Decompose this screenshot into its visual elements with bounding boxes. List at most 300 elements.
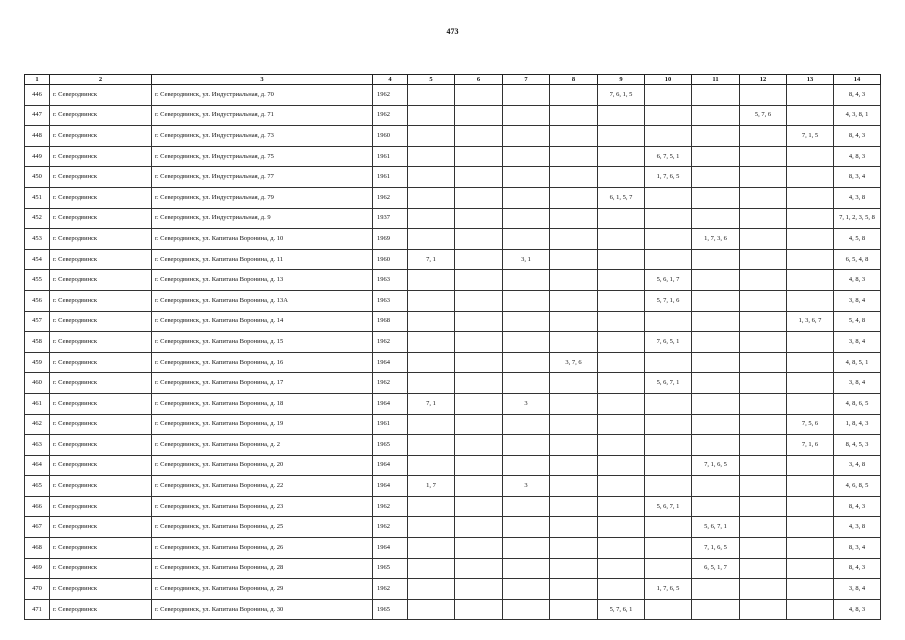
table-cell — [692, 290, 740, 311]
table-row — [25, 126, 881, 147]
table-cell: г. Северодвинск, ул. Капитана Воронина, д. 10 — [152, 229, 373, 250]
table-row — [25, 146, 881, 167]
table-cell — [408, 167, 455, 188]
table-cell: 5, 6, 7, 1 — [645, 496, 692, 517]
table-cell: 1960 — [373, 126, 408, 147]
table-cell — [740, 599, 787, 620]
table-cell: 8, 4, 5, 3 — [834, 435, 881, 456]
table-cell: 3, 8, 4 — [834, 373, 881, 394]
table-cell — [740, 558, 787, 579]
table-cell: г. Северодвинск — [50, 538, 152, 559]
table-cell — [598, 558, 645, 579]
table-cell: 5, 7, 1, 6 — [645, 290, 692, 311]
table-cell — [455, 249, 503, 270]
table-cell: 4, 5, 8 — [834, 229, 881, 250]
table-cell: 4, 8, 3 — [834, 270, 881, 291]
table-cell — [692, 393, 740, 414]
table-cell: г. Северодвинск — [50, 579, 152, 600]
table-cell: 4, 6, 8, 5 — [834, 476, 881, 497]
table-cell: 7, 6, 5, 1 — [645, 332, 692, 353]
table-cell — [550, 599, 598, 620]
table-cell — [692, 414, 740, 435]
table-cell — [740, 435, 787, 456]
table-cell — [740, 290, 787, 311]
column-header-12: 12 — [740, 75, 787, 85]
table-cell — [787, 249, 834, 270]
table-cell: г. Северодвинск, ул. Индустриальная, д. 71 — [152, 105, 373, 126]
table-cell — [503, 496, 550, 517]
table-cell: г. Северодвинск — [50, 558, 152, 579]
table-cell — [503, 538, 550, 559]
table-cell — [408, 105, 455, 126]
table-cell: 1963 — [373, 290, 408, 311]
table-cell: 463 — [25, 435, 50, 456]
table-cell: 7, 1, 5 — [787, 126, 834, 147]
table-cell — [598, 496, 645, 517]
table-cell — [455, 311, 503, 332]
table-cell — [455, 414, 503, 435]
table-cell — [692, 352, 740, 373]
table-cell: 5, 6, 7, 1 — [645, 373, 692, 394]
table-cell — [598, 414, 645, 435]
table-cell — [692, 187, 740, 208]
table-cell — [455, 579, 503, 600]
table-cell: г. Северодвинск, ул. Капитана Воронина, д. 20 — [152, 455, 373, 476]
table-cell — [408, 85, 455, 106]
table-cell: 1962 — [373, 105, 408, 126]
table-row — [25, 270, 881, 291]
table-cell — [550, 229, 598, 250]
table-cell — [408, 373, 455, 394]
table-cell — [598, 476, 645, 497]
table-cell: 7, 1, 2, 3, 5, 8 — [834, 208, 881, 229]
table-cell — [598, 373, 645, 394]
table-cell — [740, 476, 787, 497]
table-cell: 3, 7, 6 — [550, 352, 598, 373]
table-cell — [550, 393, 598, 414]
table-cell: г. Северодвинск — [50, 270, 152, 291]
table-cell — [455, 435, 503, 456]
table-cell — [787, 455, 834, 476]
column-header-4: 4 — [373, 75, 408, 85]
table-cell: г. Северодвинск, ул. Индустриальная, д. 70 — [152, 85, 373, 106]
table-cell — [787, 187, 834, 208]
table-cell — [503, 85, 550, 106]
table-cell: 1, 7, 6, 5 — [645, 167, 692, 188]
table-cell — [598, 517, 645, 538]
table-cell: 1937 — [373, 208, 408, 229]
table-cell — [455, 599, 503, 620]
table-cell: 1962 — [373, 332, 408, 353]
table-cell — [550, 208, 598, 229]
table-cell — [692, 85, 740, 106]
table-cell — [455, 208, 503, 229]
table-cell: 5, 4, 8 — [834, 311, 881, 332]
table-cell: 1965 — [373, 558, 408, 579]
table-cell — [455, 517, 503, 538]
table-cell — [598, 146, 645, 167]
table-cell — [503, 270, 550, 291]
table-cell — [787, 558, 834, 579]
table-cell: 447 — [25, 105, 50, 126]
table-cell: г. Северодвинск, ул. Капитана Воронина, д. 13 — [152, 270, 373, 291]
table-cell — [503, 105, 550, 126]
table-cell — [455, 496, 503, 517]
table-cell — [455, 187, 503, 208]
table-cell — [408, 332, 455, 353]
table-cell — [503, 332, 550, 353]
column-header-2: 2 — [50, 75, 152, 85]
table-cell: 469 — [25, 558, 50, 579]
table-row — [25, 455, 881, 476]
table-cell: г. Северодвинск, ул. Капитана Воронина, д. 2 — [152, 435, 373, 456]
table-cell — [455, 85, 503, 106]
table-cell — [598, 435, 645, 456]
table-cell — [740, 455, 787, 476]
table-cell — [503, 126, 550, 147]
table-cell — [740, 538, 787, 559]
table-cell — [645, 311, 692, 332]
table-cell — [787, 579, 834, 600]
table-cell — [645, 105, 692, 126]
table-cell — [550, 517, 598, 538]
table-cell: 1965 — [373, 599, 408, 620]
table-cell: 3 — [503, 393, 550, 414]
table-cell: 8, 4, 3 — [834, 126, 881, 147]
table-cell: 1964 — [373, 538, 408, 559]
column-header-6: 6 — [455, 75, 503, 85]
table-cell — [503, 517, 550, 538]
table-cell: г. Северодвинск, ул. Индустриальная, д. 9 — [152, 208, 373, 229]
table-cell — [503, 579, 550, 600]
table-cell: г. Северодвинск — [50, 455, 152, 476]
table-cell: г. Северодвинск, ул. Капитана Воронина, д. 11 — [152, 249, 373, 270]
table-cell — [598, 290, 645, 311]
table-cell: 1969 — [373, 229, 408, 250]
table-cell — [550, 455, 598, 476]
table-cell: г. Северодвинск, ул. Капитана Воронина, д. 16 — [152, 352, 373, 373]
table-cell — [740, 496, 787, 517]
table-cell — [740, 187, 787, 208]
table-cell: 1968 — [373, 311, 408, 332]
table-cell: 446 — [25, 85, 50, 106]
table-cell — [787, 208, 834, 229]
table-cell — [550, 496, 598, 517]
table-cell — [645, 435, 692, 456]
table-cell: 6, 7, 5, 1 — [645, 146, 692, 167]
table-cell: 1962 — [373, 496, 408, 517]
table-cell: 1, 8, 4, 3 — [834, 414, 881, 435]
table-cell — [787, 270, 834, 291]
table-cell — [550, 105, 598, 126]
table-cell: 1964 — [373, 476, 408, 497]
table-cell — [787, 167, 834, 188]
table-cell — [550, 435, 598, 456]
table-cell — [740, 85, 787, 106]
table-cell — [408, 146, 455, 167]
column-header-7: 7 — [503, 75, 550, 85]
table-cell — [550, 146, 598, 167]
table-cell: 1, 3, 6, 7 — [787, 311, 834, 332]
table-cell — [455, 332, 503, 353]
table-row — [25, 105, 881, 126]
table-cell: г. Северодвинск — [50, 414, 152, 435]
table-cell — [787, 373, 834, 394]
table-cell — [408, 311, 455, 332]
table-cell — [740, 393, 787, 414]
table-row — [25, 229, 881, 250]
table-cell — [787, 290, 834, 311]
table-cell — [455, 538, 503, 559]
table-cell — [550, 332, 598, 353]
table-cell — [503, 229, 550, 250]
column-header-1: 1 — [25, 75, 50, 85]
table-cell: 459 — [25, 352, 50, 373]
table-cell: 448 — [25, 126, 50, 147]
table-cell: 464 — [25, 455, 50, 476]
table-cell — [598, 579, 645, 600]
table-cell — [692, 167, 740, 188]
table-cell — [740, 579, 787, 600]
table-row — [25, 393, 881, 414]
data-table — [24, 74, 881, 620]
table-cell: 7, 1, 6, 5 — [692, 455, 740, 476]
table-cell: г. Северодвинск — [50, 146, 152, 167]
table-row — [25, 496, 881, 517]
table-cell: 465 — [25, 476, 50, 497]
table-row — [25, 208, 881, 229]
table-cell — [645, 229, 692, 250]
table-row — [25, 167, 881, 188]
table-cell — [503, 599, 550, 620]
table-cell — [692, 311, 740, 332]
table-cell — [740, 249, 787, 270]
table-cell: г. Северодвинск — [50, 85, 152, 106]
table-cell: 451 — [25, 187, 50, 208]
column-header-13: 13 — [787, 75, 834, 85]
table-cell — [787, 105, 834, 126]
table-cell — [408, 290, 455, 311]
table-cell — [787, 229, 834, 250]
table-cell: 8, 4, 3 — [834, 496, 881, 517]
table-cell — [408, 270, 455, 291]
table-cell — [692, 599, 740, 620]
table-cell — [598, 208, 645, 229]
table-row — [25, 517, 881, 538]
table-row — [25, 352, 881, 373]
table-cell: 468 — [25, 538, 50, 559]
table-cell — [645, 352, 692, 373]
table-cell — [503, 414, 550, 435]
table-cell — [408, 517, 455, 538]
table-cell — [645, 208, 692, 229]
table-cell: 466 — [25, 496, 50, 517]
table-cell: г. Северодвинск — [50, 311, 152, 332]
table-row — [25, 373, 881, 394]
table-cell: г. Северодвинск — [50, 290, 152, 311]
table-cell — [692, 435, 740, 456]
table-cell — [550, 311, 598, 332]
table-cell: г. Северодвинск — [50, 496, 152, 517]
table-cell: 1962 — [373, 187, 408, 208]
table-cell: 6, 5, 1, 7 — [692, 558, 740, 579]
table-cell — [550, 270, 598, 291]
table-cell — [645, 517, 692, 538]
column-header-11: 11 — [692, 75, 740, 85]
table-cell: 3, 4, 8 — [834, 455, 881, 476]
table-cell: 467 — [25, 517, 50, 538]
table-cell — [692, 496, 740, 517]
table-row — [25, 332, 881, 353]
table-cell: 1964 — [373, 455, 408, 476]
table-cell: 456 — [25, 290, 50, 311]
table-cell: г. Северодвинск, ул. Капитана Воронина, д. 13А — [152, 290, 373, 311]
table-cell — [787, 85, 834, 106]
table-cell: 5, 7, 6, 1 — [598, 599, 645, 620]
table-row — [25, 311, 881, 332]
table-cell: г. Северодвинск, ул. Капитана Воронина, д. 22 — [152, 476, 373, 497]
table-cell — [740, 146, 787, 167]
column-header-8: 8 — [550, 75, 598, 85]
table-cell: 7, 1 — [408, 249, 455, 270]
table-row — [25, 558, 881, 579]
table-cell — [503, 558, 550, 579]
table-cell — [598, 249, 645, 270]
table-cell — [692, 332, 740, 353]
table-cell — [740, 311, 787, 332]
table-cell — [408, 414, 455, 435]
table-cell: г. Северодвинск — [50, 476, 152, 497]
table-cell — [645, 455, 692, 476]
table-cell — [598, 538, 645, 559]
table-cell: 453 — [25, 229, 50, 250]
table-cell — [550, 187, 598, 208]
table-cell — [455, 146, 503, 167]
table-cell — [787, 476, 834, 497]
table-cell — [550, 414, 598, 435]
table-cell — [503, 290, 550, 311]
table-cell: 471 — [25, 599, 50, 620]
table-cell — [408, 352, 455, 373]
table-cell: г. Северодвинск, ул. Капитана Воронина, д. 18 — [152, 393, 373, 414]
table-cell: 8, 4, 3 — [834, 558, 881, 579]
table-cell — [550, 290, 598, 311]
table-cell — [740, 373, 787, 394]
table-cell: 3, 8, 4 — [834, 290, 881, 311]
table-cell: 5, 6, 1, 7 — [645, 270, 692, 291]
table-row — [25, 599, 881, 620]
table-cell: 1, 7 — [408, 476, 455, 497]
table-cell — [692, 373, 740, 394]
table-cell — [503, 167, 550, 188]
table-cell: 7, 6, 1, 5 — [598, 85, 645, 106]
table-row — [25, 538, 881, 559]
table-cell — [692, 476, 740, 497]
table-body — [25, 85, 881, 620]
table-cell — [645, 538, 692, 559]
table-row — [25, 579, 881, 600]
column-header-9: 9 — [598, 75, 645, 85]
table-cell: 1962 — [373, 85, 408, 106]
table-cell: 7, 1 — [408, 393, 455, 414]
table-cell — [598, 393, 645, 414]
table-cell — [692, 146, 740, 167]
table-cell — [645, 558, 692, 579]
table-cell: г. Северодвинск — [50, 517, 152, 538]
table-cell: 1961 — [373, 167, 408, 188]
table-cell — [503, 208, 550, 229]
table-cell — [408, 579, 455, 600]
table-cell: 7, 5, 6 — [787, 414, 834, 435]
table-cell — [550, 126, 598, 147]
table-cell — [598, 352, 645, 373]
table-cell: 449 — [25, 146, 50, 167]
table-cell: 6, 1, 5, 7 — [598, 187, 645, 208]
table-cell — [408, 187, 455, 208]
table-cell — [455, 393, 503, 414]
table-cell — [455, 126, 503, 147]
table-cell: г. Северодвинск, ул. Индустриальная, д. 77 — [152, 167, 373, 188]
table-row — [25, 290, 881, 311]
table-cell: г. Северодвинск, ул. Капитана Воронина, д. 17 — [152, 373, 373, 394]
table-cell — [503, 435, 550, 456]
table-cell: 1, 7, 6, 5 — [645, 579, 692, 600]
table-cell — [455, 373, 503, 394]
table-cell: 6, 5, 4, 8 — [834, 249, 881, 270]
table-cell — [645, 85, 692, 106]
table-cell — [455, 352, 503, 373]
table-cell: г. Северодвинск, ул. Капитана Воронина, д. 30 — [152, 599, 373, 620]
table-cell — [550, 579, 598, 600]
table-cell: 5, 7, 6 — [740, 105, 787, 126]
table-cell — [740, 414, 787, 435]
table-cell — [740, 270, 787, 291]
table-cell — [692, 270, 740, 291]
table-cell — [408, 455, 455, 476]
table-cell: 1961 — [373, 414, 408, 435]
table-row — [25, 249, 881, 270]
table-cell — [550, 249, 598, 270]
table-cell: г. Северодвинск, ул. Капитана Воронина, д. 28 — [152, 558, 373, 579]
table-cell — [598, 332, 645, 353]
table-cell — [598, 126, 645, 147]
table-cell — [503, 146, 550, 167]
table-cell: г. Северодвинск — [50, 126, 152, 147]
table-cell — [408, 229, 455, 250]
table-cell — [598, 311, 645, 332]
table-cell — [787, 146, 834, 167]
table-cell — [740, 126, 787, 147]
table-cell — [692, 105, 740, 126]
table-cell: г. Северодвинск, ул. Капитана Воронина, д. 19 — [152, 414, 373, 435]
table-cell: 450 — [25, 167, 50, 188]
table-cell: г. Северодвинск — [50, 599, 152, 620]
table-cell: 1, 7, 3, 6 — [692, 229, 740, 250]
table-cell: 3 — [503, 476, 550, 497]
table-cell: г. Северодвинск, ул. Индустриальная, д. 79 — [152, 187, 373, 208]
table-cell — [503, 311, 550, 332]
table-cell — [408, 538, 455, 559]
table-row — [25, 85, 881, 106]
table-cell: г. Северодвинск — [50, 393, 152, 414]
table-cell: 1962 — [373, 517, 408, 538]
table-cell: г. Северодвинск — [50, 249, 152, 270]
table-cell: г. Северодвинск, ул. Капитана Воронина, д. 25 — [152, 517, 373, 538]
table-cell: г. Северодвинск — [50, 208, 152, 229]
table-cell — [645, 249, 692, 270]
table-header-row — [25, 75, 881, 85]
table-cell — [550, 538, 598, 559]
